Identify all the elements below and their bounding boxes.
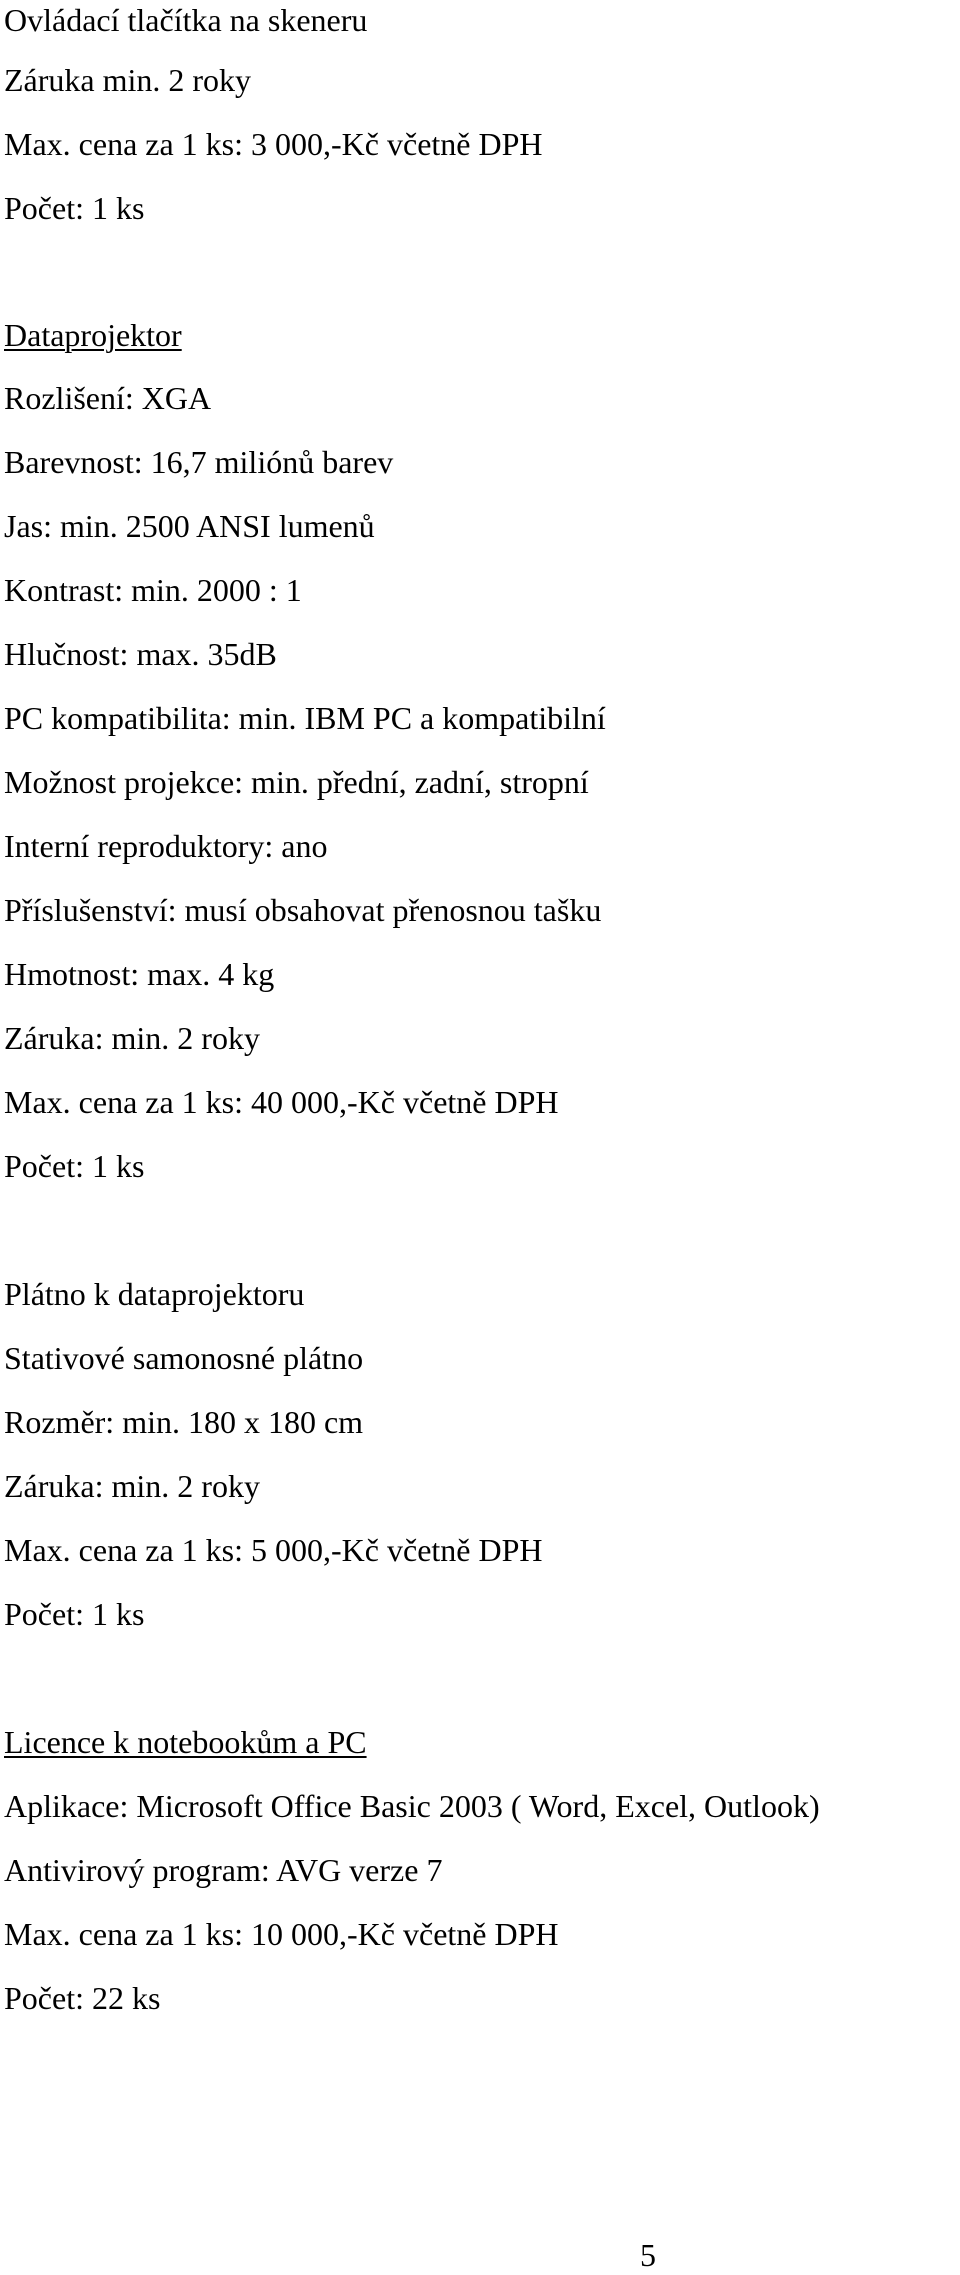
screen-count-line: Počet: 1 ks (4, 1596, 145, 1632)
projector-accessories-line: Příslušenství: musí obsahovat přenosnou tašku (4, 892, 602, 928)
projector-contrast-line: Kontrast: min. 2000 : 1 (4, 572, 302, 608)
licences-count-line: Počet: 22 ks (4, 1980, 161, 2016)
projector-heading: Dataprojektor (4, 317, 182, 353)
screen-size-line: Rozměr: min. 180 x 180 cm (4, 1404, 364, 1440)
projector-brightness-line: Jas: min. 2500 ANSI lumenů (4, 508, 375, 544)
screen-price-line: Max. cena za 1 ks: 5 000,-Kč včetně DPH (4, 1532, 543, 1568)
screen-type-line: Stativové samonosné plátno (4, 1340, 364, 1376)
projector-speakers-line: Interní reproduktory: ano (4, 828, 328, 864)
projector-noise-line: Hlučnost: max. 35dB (4, 636, 277, 672)
licences-applications-line: Aplikace: Microsoft Office Basic 2003 ( Word, Excel, Outlook) (4, 1788, 820, 1824)
scanner-controls-line: Ovládací tlačítka na skeneru (4, 2, 368, 38)
page-number: 5 (640, 2237, 656, 2273)
projector-weight-line: Hmotnost: max. 4 kg (4, 956, 275, 992)
projector-count-line: Počet: 1 ks (4, 1148, 145, 1184)
projector-projection-line: Možnost projekce: min. přední, zadní, stropní (4, 764, 589, 800)
projector-resolution-line: Rozlišení: XGA (4, 380, 212, 416)
screen-warranty-line: Záruka: min. 2 roky (4, 1468, 260, 1504)
projector-colors-line: Barevnost: 16,7 miliónů barev (4, 444, 394, 480)
scanner-count-line: Počet: 1 ks (4, 190, 145, 226)
projector-price-line: Max. cena za 1 ks: 40 000,-Kč včetně DPH (4, 1084, 559, 1120)
licences-heading: Licence k notebookům a PC (4, 1724, 367, 1760)
projector-warranty-line: Záruka: min. 2 roky (4, 1020, 260, 1056)
projector-compatibility-line: PC kompatibilita: min. IBM PC a kompatibilní (4, 700, 606, 736)
scanner-price-line: Max. cena za 1 ks: 3 000,-Kč včetně DPH (4, 126, 543, 162)
screen-heading: Plátno k dataprojektoru (4, 1276, 305, 1312)
scanner-warranty-line: Záruka min. 2 roky (4, 62, 252, 98)
licences-price-line: Max. cena za 1 ks: 10 000,-Kč včetně DPH (4, 1916, 559, 1952)
licences-antivirus-line: Antivirový program: AVG verze 7 (4, 1852, 443, 1888)
